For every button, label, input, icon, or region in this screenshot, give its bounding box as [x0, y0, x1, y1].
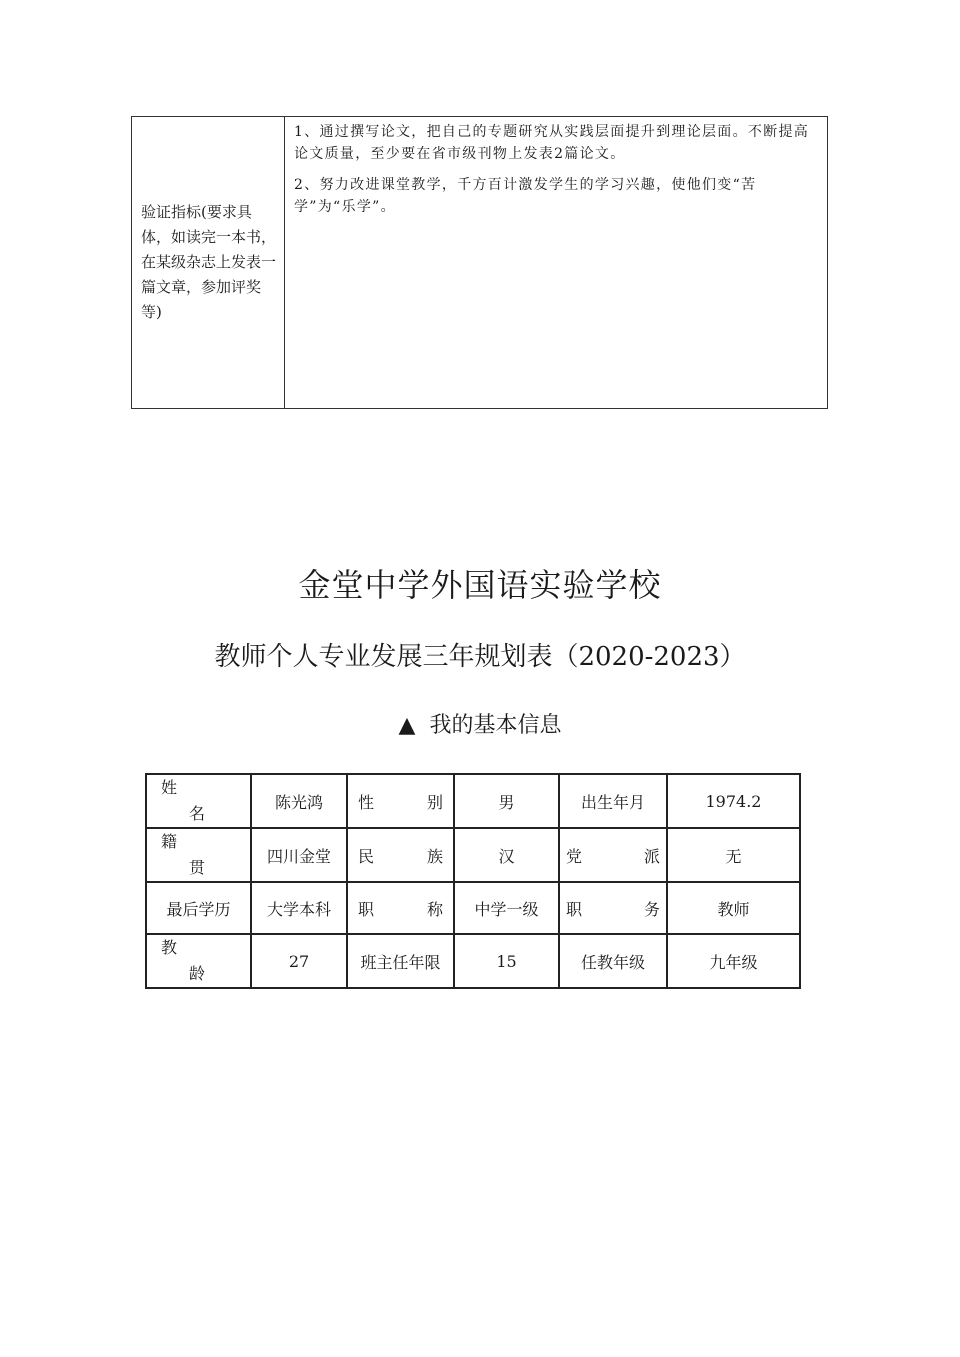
- teaching-age-value: 27: [251, 934, 347, 988]
- form-title: 教师个人专业发展三年规划表（2020-2023）: [214, 642, 746, 672]
- birth-value: 1974.2: [667, 774, 800, 828]
- party-label: 党 派: [559, 828, 667, 882]
- name-label: 姓 名: [146, 774, 251, 828]
- party-value: 无: [667, 828, 800, 882]
- post-value: 教师: [667, 882, 800, 934]
- origin-value: 四川金堂: [251, 828, 347, 882]
- table-row: [146, 774, 800, 828]
- section-title: 我的基本信息: [429, 713, 562, 738]
- school-name: 金堂中学外国语实验学校: [298, 566, 662, 604]
- verification-label: 验证指标(要求具体，如读完一本书，在某级杂志上发表一篇文章，参加评奖等): [132, 117, 285, 408]
- teaching-age-label: 教 龄: [146, 934, 251, 988]
- education-label: 最后学历: [146, 882, 251, 934]
- table-row: [146, 828, 800, 882]
- grade-label: 任教年级: [559, 934, 667, 988]
- verification-item: 2、努力改进课堂教学，千方百计激发学生的学习兴趣，使他们变“苦学”为“乐学”。: [294, 177, 757, 215]
- birth-label: 出生年月: [559, 774, 667, 828]
- name-value: 陈光鸿: [251, 774, 347, 828]
- ethnic-value: 汉: [454, 828, 559, 882]
- grade-value: 九年级: [667, 934, 800, 988]
- verification-table: [131, 116, 828, 409]
- triangle-icon: ▲: [398, 713, 416, 738]
- gender-value: 男: [454, 774, 559, 828]
- job-title-value: 中学一级: [454, 882, 559, 934]
- post-label: 职 务: [559, 882, 667, 934]
- verification-item: 1、通过撰写论文，把自己的专题研究从实践层面提升到理论层面。不断提高论文质量，至少要在省市级刊物上发表2篇论文。: [294, 124, 810, 162]
- gender-label: 性 别: [347, 774, 454, 828]
- origin-label: 籍 贯: [146, 828, 251, 882]
- job-title-label: 职 称: [347, 882, 454, 934]
- table-row: [146, 882, 800, 934]
- section-heading: [0, 708, 960, 739]
- basic-info-table: [145, 773, 801, 989]
- homeroom-years-value: 15: [454, 934, 559, 988]
- verification-content: [285, 117, 827, 408]
- education-value: 大学本科: [251, 882, 347, 934]
- table-row: [146, 934, 800, 988]
- ethnic-label: 民 族: [347, 828, 454, 882]
- homeroom-years-label: 班主任年限: [347, 934, 454, 988]
